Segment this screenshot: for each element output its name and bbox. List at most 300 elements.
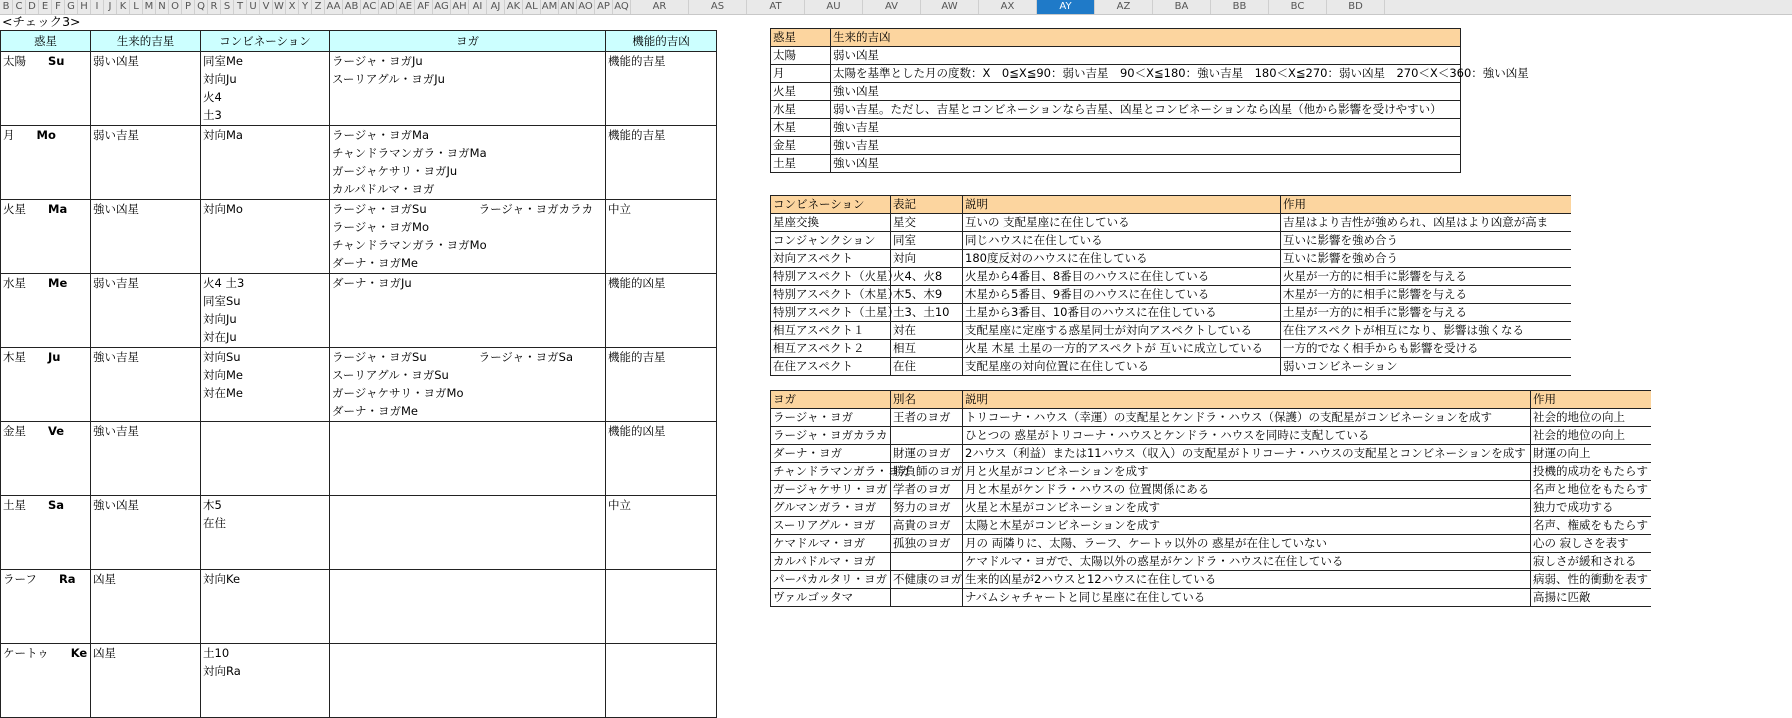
planet-row	[1, 422, 717, 496]
combination-cell[interactable]: 火星が一方的に相手に影響を与える	[1281, 268, 1571, 286]
column-header-ac[interactable]: AC	[361, 0, 379, 14]
column-header-f[interactable]: F	[52, 0, 65, 14]
planet-yoga-cell[interactable]	[330, 422, 606, 496]
yoga-cell[interactable]: ケマドルマ・ヨガ	[771, 535, 891, 553]
yoga-row	[771, 535, 1651, 553]
natural-cell[interactable]: 太陽を基準とした月の度数：X 0≦X≦90：弱い吉星 90＜X≦180：強い吉星 180＜X≦270：弱い凶星 270＜X＜360：強い凶星	[831, 65, 1461, 83]
column-header-ar[interactable]: AR	[631, 0, 689, 14]
yoga-cell[interactable]: 火星と木星がコンビネーションを成す	[963, 499, 1531, 517]
planet-yoga-cell[interactable]	[330, 274, 606, 348]
yoga-entry: スーリアグル・ヨガJu	[332, 72, 445, 86]
combination-cell[interactable]: 支配星座に定座する惑星同士が対向アスペクトしている	[963, 322, 1281, 340]
planet-abbr: Ke	[70, 646, 88, 660]
column-header-p[interactable]: P	[182, 0, 195, 14]
column-header-az[interactable]: AZ	[1095, 0, 1153, 14]
natural-cell[interactable]: 月	[771, 65, 831, 83]
yoga-cell[interactable]: 高貴のヨガ	[891, 517, 963, 535]
combination-cell[interactable]: 相互アスペクト２	[771, 340, 891, 358]
column-header-s[interactable]: S	[221, 0, 234, 14]
yoga-entry: ガージャケサリ・ヨガJu	[332, 164, 458, 178]
yoga-entry: ダーナ・ヨガMe	[332, 404, 418, 418]
combination-cell[interactable]: 在住アスペクト	[771, 358, 891, 376]
combination-cell[interactable]: 土3、土10	[891, 304, 963, 322]
planet-combination-cell[interactable]	[201, 52, 330, 126]
planet-yoga-cell[interactable]	[330, 200, 606, 274]
yoga-cell[interactable]: スーリアグル・ヨガ	[771, 517, 891, 535]
column-header-q[interactable]: Q	[195, 0, 208, 14]
column-header-ap[interactable]: AP	[595, 0, 613, 14]
combination-cell[interactable]: 星交	[891, 214, 963, 232]
yoga-line	[332, 384, 603, 402]
yoga-cell[interactable]: 名声と地位をもたらす	[1531, 481, 1651, 499]
planet-functional-cell[interactable]: 機能的吉星	[606, 348, 717, 422]
planets-header-cell: 惑星	[1, 31, 91, 52]
column-header-x[interactable]: X	[286, 0, 299, 14]
yoga-row	[771, 481, 1651, 499]
planet-nature-cell[interactable]: 強い凶星	[91, 200, 201, 274]
combination-cell[interactable]: 対在	[891, 322, 963, 340]
planets-table	[0, 30, 717, 718]
combination-row	[771, 358, 1571, 376]
yoga-header-row	[771, 391, 1651, 409]
yoga-cell[interactable]: 財運のヨガ	[891, 445, 963, 463]
combination-cell[interactable]: 同じハウスに在住している	[963, 232, 1281, 250]
column-header-bd[interactable]: BD	[1327, 0, 1385, 14]
yoga-table	[770, 390, 1651, 607]
column-header-ae[interactable]: AE	[397, 0, 415, 14]
combination-cell[interactable]: 木星が一方的に相手に影響を与える	[1281, 286, 1571, 304]
yoga-cell[interactable]: 努力のヨガ	[891, 499, 963, 517]
planet-abbr: Me	[48, 276, 68, 290]
planet-yoga-cell[interactable]	[330, 570, 606, 644]
combination-header-cell[interactable]: 説明	[963, 196, 1281, 214]
column-header-c[interactable]: C	[13, 0, 26, 14]
yoga-cell[interactable]: 生来的凶星が2ハウスと12ハウスに在住している	[963, 571, 1531, 589]
planet-functional-cell[interactable]	[606, 570, 717, 644]
yoga-row	[771, 409, 1651, 427]
yoga-entry: ダーナ・ヨガJu	[332, 276, 412, 290]
yoga-row	[771, 571, 1651, 589]
yoga-line	[332, 218, 603, 236]
yoga-cell[interactable]: 不健康のヨガ	[891, 571, 963, 589]
planet-name: 火星	[3, 202, 26, 216]
yoga-cell[interactable]: 寂しさが緩和される	[1531, 553, 1651, 571]
column-header-k[interactable]: K	[117, 0, 130, 14]
yoga-cell[interactable]: 2ハウス（利益）または11ハウス（収入）の支配星がトリコーナ・ハウスの支配星とコンビネーションを成す	[963, 445, 1531, 463]
planet-nature-cell[interactable]: 凶星	[91, 644, 201, 718]
planet-row	[1, 348, 717, 422]
column-header-g[interactable]: G	[65, 0, 78, 14]
combination-header-cell[interactable]: 作用	[1281, 196, 1571, 214]
yoga-cell[interactable]: 独力で成功する	[1531, 499, 1651, 517]
planet-combination-cell[interactable]	[201, 644, 330, 718]
yoga-entry: ガージャケサリ・ヨガMo	[332, 386, 464, 400]
planet-combination-cell[interactable]	[201, 126, 330, 200]
planet-nature-cell[interactable]: 強い凶星	[91, 496, 201, 570]
yoga-cell[interactable]: 月と火星がコンビネーションを成す	[963, 463, 1531, 481]
yoga-cell[interactable]: ヴァルゴッタマ	[771, 589, 891, 607]
combination-cell[interactable]: 弱いコンビネーション	[1281, 358, 1571, 376]
combination-cell[interactable]: 星座交換	[771, 214, 891, 232]
combination-header-cell[interactable]: 表記	[891, 196, 963, 214]
planet-yoga-cell[interactable]	[330, 496, 606, 570]
sheet-title: <チェック3>	[2, 14, 81, 29]
column-header-bb[interactable]: BB	[1211, 0, 1269, 14]
combination-entry: 対向Ke	[203, 572, 241, 586]
planet-yoga-cell[interactable]	[330, 644, 606, 718]
planets-header-cell: ヨガ	[330, 31, 606, 52]
planet-yoga-cell[interactable]	[330, 52, 606, 126]
planet-row	[1, 200, 717, 274]
yoga-line	[332, 274, 603, 292]
combination-row	[771, 250, 1571, 268]
planet-name-cell[interactable]	[1, 274, 91, 348]
combination-cell[interactable]: 特別アスペクト（火星）	[771, 268, 891, 286]
planet-nature-cell[interactable]: 凶星	[91, 570, 201, 644]
column-header-y[interactable]: Y	[299, 0, 312, 14]
planet-name-cell[interactable]	[1, 348, 91, 422]
column-header-m[interactable]: M	[143, 0, 156, 14]
natural-row	[771, 137, 1461, 155]
yoga-entry: ダーナ・ヨガMe	[332, 256, 418, 270]
yoga-line	[332, 70, 603, 88]
combination-row	[771, 286, 1571, 304]
planet-name-cell[interactable]	[1, 422, 91, 496]
planet-row	[1, 126, 717, 200]
yoga-cell[interactable]: 勝負師のヨガ	[891, 463, 963, 481]
combination-cell[interactable]: 支配星座の対向位置に在住している	[963, 358, 1281, 376]
planet-name-cell[interactable]	[1, 200, 91, 274]
planet-name: 土星	[3, 498, 26, 512]
column-header-ai[interactable]: AI	[469, 0, 487, 14]
combination-cell[interactable]: 一方的でなく相手からも影響を受ける	[1281, 340, 1571, 358]
yoga-cell[interactable]: チャンドラマンガラ・ヨガ	[771, 463, 891, 481]
column-header-ah[interactable]: AH	[451, 0, 469, 14]
column-header-i[interactable]: I	[91, 0, 104, 14]
natural-header-cell[interactable]: 生来的吉凶	[831, 29, 1461, 47]
planet-combination-cell[interactable]	[201, 570, 330, 644]
column-header-af[interactable]: AF	[415, 0, 433, 14]
natural-cell[interactable]: 水星	[771, 101, 831, 119]
combination-cell[interactable]: 在住アスペクトが相互になり、影響は強くなる	[1281, 322, 1571, 340]
column-header-as[interactable]: AS	[689, 0, 747, 14]
combination-entry: 土3	[203, 108, 222, 122]
yoga-row	[771, 463, 1651, 481]
planet-combination-cell[interactable]	[201, 422, 330, 496]
yoga-cell[interactable]: 名声、権威をもたらす	[1531, 517, 1651, 535]
combination-cell[interactable]: 対向	[891, 250, 963, 268]
yoga-cell[interactable]: 心の 寂しさを表す	[1531, 535, 1651, 553]
natural-cell[interactable]: 弱い吉星。ただし、吉星とコンビネーションなら吉星、凶星とコンビネーションなら凶星（他から影響を受けやすい）	[831, 101, 1461, 119]
yoga-cell[interactable]: グルマンガラ・ヨガ	[771, 499, 891, 517]
yoga-line	[332, 162, 603, 180]
planet-combination-cell[interactable]	[201, 348, 330, 422]
yoga-cell[interactable]: ナバムシャチャートと同じ星座に在住している	[963, 589, 1531, 607]
planet-row	[1, 274, 717, 348]
combination-cell[interactable]: コンジャンクション	[771, 232, 891, 250]
yoga-cell[interactable]: 社会的地位の向上	[1531, 427, 1651, 445]
yoga-line	[332, 348, 603, 366]
yoga-row	[771, 427, 1651, 445]
yoga-line	[332, 180, 603, 198]
combination-row	[771, 268, 1571, 286]
planet-name: 太陽	[3, 54, 26, 68]
combination-entry: 対在Ju	[203, 330, 237, 344]
planet-name: 金星	[3, 424, 26, 438]
yoga-cell[interactable]: ひとつの 惑星がトリコーナ・ハウスとケンドラ・ハウスを同時に支配している	[963, 427, 1531, 445]
planet-row	[1, 570, 717, 644]
column-header-ay[interactable]: AY	[1037, 0, 1095, 14]
yoga-cell[interactable]: 孤独のヨガ	[891, 535, 963, 553]
column-header-l[interactable]: L	[130, 0, 143, 14]
combination-cell[interactable]: 吉星はより吉性が強められ、凶星はより凶意が高ま	[1281, 214, 1571, 232]
yoga-cell[interactable]: 財運の向上	[1531, 445, 1651, 463]
natural-cell[interactable]: 弱い凶星	[831, 47, 1461, 65]
planet-combination-cell[interactable]	[201, 274, 330, 348]
column-header-d[interactable]: D	[26, 0, 39, 14]
planet-name: 木星	[3, 350, 26, 364]
planet-name-cell[interactable]	[1, 644, 91, 718]
yoga-cell[interactable]: ダーナ・ヨガ	[771, 445, 891, 463]
natural-cell[interactable]: 強い吉星	[831, 119, 1461, 137]
combination-cell[interactable]: 土星が一方的に相手に影響を与える	[1281, 304, 1571, 322]
combination-entry: 火4	[203, 90, 222, 104]
planet-name-cell[interactable]	[1, 570, 91, 644]
planet-yoga-cell[interactable]	[330, 348, 606, 422]
column-header-w[interactable]: W	[273, 0, 286, 14]
combination-cell[interactable]: 相互アスペクト１	[771, 322, 891, 340]
yoga-header-cell[interactable]: 説明	[963, 391, 1531, 409]
yoga-cell[interactable]: ラージャ・ヨガ	[771, 409, 891, 427]
planet-name-cell[interactable]	[1, 126, 91, 200]
planet-functional-cell[interactable]	[606, 644, 717, 718]
column-header-aj[interactable]: AJ	[487, 0, 505, 14]
combination-header-row	[771, 196, 1571, 214]
column-header-an[interactable]: AN	[559, 0, 577, 14]
combination-table	[770, 195, 1571, 376]
column-header-b[interactable]: B	[0, 0, 13, 14]
natural-cell[interactable]: 強い凶星	[831, 83, 1461, 101]
planet-nature-cell[interactable]: 強い吉星	[91, 422, 201, 496]
combination-cell[interactable]: 火星 木星 土星の一方的アスペクトが 互いに成立している	[963, 340, 1281, 358]
planets-header-cell: 生来的吉星	[91, 31, 201, 52]
yoga-cell[interactable]: 月の 両隣りに、太陽、ラーフ、ケートゥ以外の 惑星が在住していない	[963, 535, 1531, 553]
column-header-am[interactable]: AM	[541, 1, 558, 12]
planets-header-cell: 機能的吉凶	[606, 31, 717, 52]
combination-entry: 対向Ra	[203, 664, 241, 678]
planet-combination-cell[interactable]	[201, 200, 330, 274]
natural-cell[interactable]: 金星	[771, 137, 831, 155]
yoga-cell[interactable]: ケマドルマ・ヨガで、太陽以外の惑星がケンドラ・ハウスに在住している	[963, 553, 1531, 571]
planet-functional-cell[interactable]: 中立	[606, 496, 717, 570]
yoga-entry: チャンドラマンガラ・ヨガMa	[332, 146, 487, 160]
column-header-av[interactable]: AV	[863, 0, 921, 14]
column-header-ao[interactable]: AO	[577, 0, 595, 14]
natural-cell[interactable]: 火星	[771, 83, 831, 101]
combination-entry: 火4 土3	[203, 276, 245, 290]
natural-cell[interactable]: 強い凶星	[831, 155, 1461, 173]
column-header-ax[interactable]: AX	[979, 0, 1037, 14]
combination-cell[interactable]: 木5、木9	[891, 286, 963, 304]
combination-cell[interactable]: 相互	[891, 340, 963, 358]
yoga-line	[332, 200, 603, 218]
natural-cell[interactable]: 木星	[771, 119, 831, 137]
planet-nature-cell[interactable]: 弱い凶星	[91, 52, 201, 126]
column-header-ab[interactable]: AB	[343, 0, 361, 14]
column-header-o[interactable]: O	[169, 0, 182, 14]
combination-row	[771, 340, 1571, 358]
yoga-cell[interactable]: 王者のヨガ	[891, 409, 963, 427]
yoga-cell[interactable]: 投機的成功をもたらす	[1531, 463, 1651, 481]
column-header-t[interactable]: T	[234, 0, 247, 14]
combination-cell[interactable]: 対向アスペクト	[771, 250, 891, 268]
column-header-aw[interactable]: AW	[921, 0, 979, 14]
planet-yoga-cell[interactable]	[330, 126, 606, 200]
column-header-z[interactable]: Z	[312, 0, 325, 14]
column-header-v[interactable]: V	[260, 0, 273, 14]
yoga-entry: ラージャ・ヨガSu	[332, 202, 427, 216]
combination-cell[interactable]: 土星から3番目、10番目のハウスに在住している	[963, 304, 1281, 322]
natural-row	[771, 83, 1461, 101]
natural-row	[771, 47, 1461, 65]
yoga-line	[332, 236, 603, 254]
column-header-n[interactable]: N	[156, 0, 169, 14]
natural-header-cell[interactable]: 惑星	[771, 29, 831, 47]
combination-entry: 対向Su	[203, 350, 241, 364]
planets-header-cell: コンビネーション	[201, 31, 330, 52]
column-header-au[interactable]: AU	[805, 0, 863, 14]
combination-cell[interactable]: 同室	[891, 232, 963, 250]
column-header-ag[interactable]: AG	[433, 0, 451, 14]
column-header-aq[interactable]: AQ	[613, 0, 631, 14]
natural-cell[interactable]: 太陽	[771, 47, 831, 65]
yoga-header-cell[interactable]: 作用	[1531, 391, 1651, 409]
combination-cell[interactable]: 特別アスペクト（土星）	[771, 304, 891, 322]
combination-cell[interactable]: 木星から5番目、9番目のハウスに在住している	[963, 286, 1281, 304]
planet-functional-cell[interactable]: 中立	[606, 200, 717, 274]
column-header-aa[interactable]: AA	[325, 0, 343, 14]
planet-functional-cell[interactable]: 機能的吉星	[606, 52, 717, 126]
natural-cell[interactable]: 土星	[771, 155, 831, 173]
column-header-ak[interactable]: AK	[505, 0, 523, 14]
combination-entry: 対向Me	[203, 368, 243, 382]
combination-header-cell[interactable]: コンビネーション	[771, 196, 891, 214]
combination-entry: 対向Mo	[203, 202, 243, 216]
column-header-bc[interactable]: BC	[1269, 0, 1327, 14]
planet-name: 月	[3, 128, 15, 142]
planet-functional-cell[interactable]: 機能的凶星	[606, 422, 717, 496]
natural-nature-table	[770, 28, 1529, 173]
planet-abbr: Ma	[48, 202, 68, 216]
yoga-entry: ラージャ・ヨガMa	[332, 128, 430, 142]
combination-cell[interactable]: 互いに影響を強め合う	[1281, 250, 1571, 268]
yoga-row	[771, 445, 1651, 463]
combination-row	[771, 214, 1571, 232]
column-header-al[interactable]: AL	[523, 0, 541, 14]
yoga-cell[interactable]	[891, 427, 963, 445]
combination-entry: 対向Ma	[203, 128, 243, 142]
yoga-cell[interactable]: 高揚に匹敵	[1531, 589, 1651, 607]
column-header-ba[interactable]: BA	[1153, 0, 1211, 14]
yoga-cell[interactable]: 月と木星がケンドラ・ハウスの 位置関係にある	[963, 481, 1531, 499]
column-header-at[interactable]: AT	[747, 0, 805, 14]
planet-name-cell[interactable]	[1, 52, 91, 126]
planet-name: ケートゥ	[3, 646, 49, 660]
combination-entry: 対向Ju	[203, 72, 237, 86]
natural-row	[771, 101, 1461, 119]
combination-entry: 同室Me	[203, 54, 243, 68]
combination-cell[interactable]: 互いに影響を強め合う	[1281, 232, 1571, 250]
planet-nature-cell[interactable]: 弱い吉星	[91, 274, 201, 348]
planet-name: ラーフ	[3, 572, 37, 586]
yoga-cell[interactable]: パーパカルタリ・ヨガ	[771, 571, 891, 589]
yoga-cell[interactable]	[891, 553, 963, 571]
planet-abbr: Ju	[48, 350, 61, 364]
combination-entry: 土10	[203, 646, 230, 660]
planet-functional-cell[interactable]: 機能的吉星	[606, 126, 717, 200]
combination-cell[interactable]: 在住	[891, 358, 963, 376]
yoga-entry: カルパドルマ・ヨガ	[332, 182, 435, 196]
natural-row	[771, 65, 1461, 83]
yoga-cell[interactable]: ガージャケサリ・ヨガ	[771, 481, 891, 499]
planet-abbr: Su	[48, 54, 65, 68]
yoga-line	[332, 126, 603, 144]
planet-row	[1, 52, 717, 126]
column-header-u[interactable]: U	[247, 0, 260, 14]
yoga-cell[interactable]: 社会的地位の向上	[1531, 409, 1651, 427]
yoga-line	[332, 144, 603, 162]
natural-row	[771, 119, 1461, 137]
yoga-cell[interactable]: カルパドルマ・ヨガ	[771, 553, 891, 571]
yoga-cell[interactable]	[891, 589, 963, 607]
combination-cell[interactable]: 火4、火8	[891, 268, 963, 286]
yoga-row	[771, 499, 1651, 517]
planet-name-cell[interactable]	[1, 496, 91, 570]
combination-cell[interactable]: 火星から4番目、8番目のハウスに在住している	[963, 268, 1281, 286]
column-header-h[interactable]: H	[78, 0, 91, 14]
combination-entry: 対向Ju	[203, 312, 237, 326]
column-header-e[interactable]: E	[39, 0, 52, 14]
column-header-r[interactable]: R	[208, 0, 221, 14]
yoga-cell[interactable]: ラージャ・ヨガカラカ	[771, 427, 891, 445]
combination-entry: 同室Su	[203, 294, 241, 308]
combination-entry: 対在Me	[203, 386, 243, 400]
planet-nature-cell[interactable]: 強い吉星	[91, 348, 201, 422]
yoga-header-cell[interactable]: ヨガ	[771, 391, 891, 409]
yoga-entry: ラージャ・ヨガカラカ	[478, 202, 594, 216]
yoga-cell[interactable]: トリコーナ・ハウス（幸運）の支配星とケンドラ・ハウス（保護）の支配星がコンビネーションを成す	[963, 409, 1531, 427]
combination-cell[interactable]: 180度反対のハウスに在住している	[963, 250, 1281, 268]
planet-combination-cell[interactable]	[201, 496, 330, 570]
yoga-line	[332, 402, 603, 420]
planet-row	[1, 644, 717, 718]
yoga-row	[771, 517, 1651, 535]
column-header-j[interactable]: J	[104, 0, 117, 14]
planet-functional-cell[interactable]: 機能的凶星	[606, 274, 717, 348]
planet-nature-cell[interactable]: 弱い吉星	[91, 126, 201, 200]
combination-row	[771, 304, 1571, 322]
yoga-cell[interactable]: 太陽と木星がコンビネーションを成す	[963, 517, 1531, 535]
yoga-cell[interactable]: 学者のヨガ	[891, 481, 963, 499]
yoga-header-cell[interactable]: 別名	[891, 391, 963, 409]
natural-cell[interactable]: 強い吉星	[831, 137, 1461, 155]
combination-cell[interactable]: 特別アスペクト（木星）	[771, 286, 891, 304]
yoga-row	[771, 553, 1651, 571]
planet-abbr: Mo	[36, 128, 56, 142]
yoga-cell[interactable]: 病弱、性的衝動を表す	[1531, 571, 1651, 589]
combination-cell[interactable]: 互いの 支配星座に在住している	[963, 214, 1281, 232]
column-header-ad[interactable]: AD	[379, 0, 397, 14]
